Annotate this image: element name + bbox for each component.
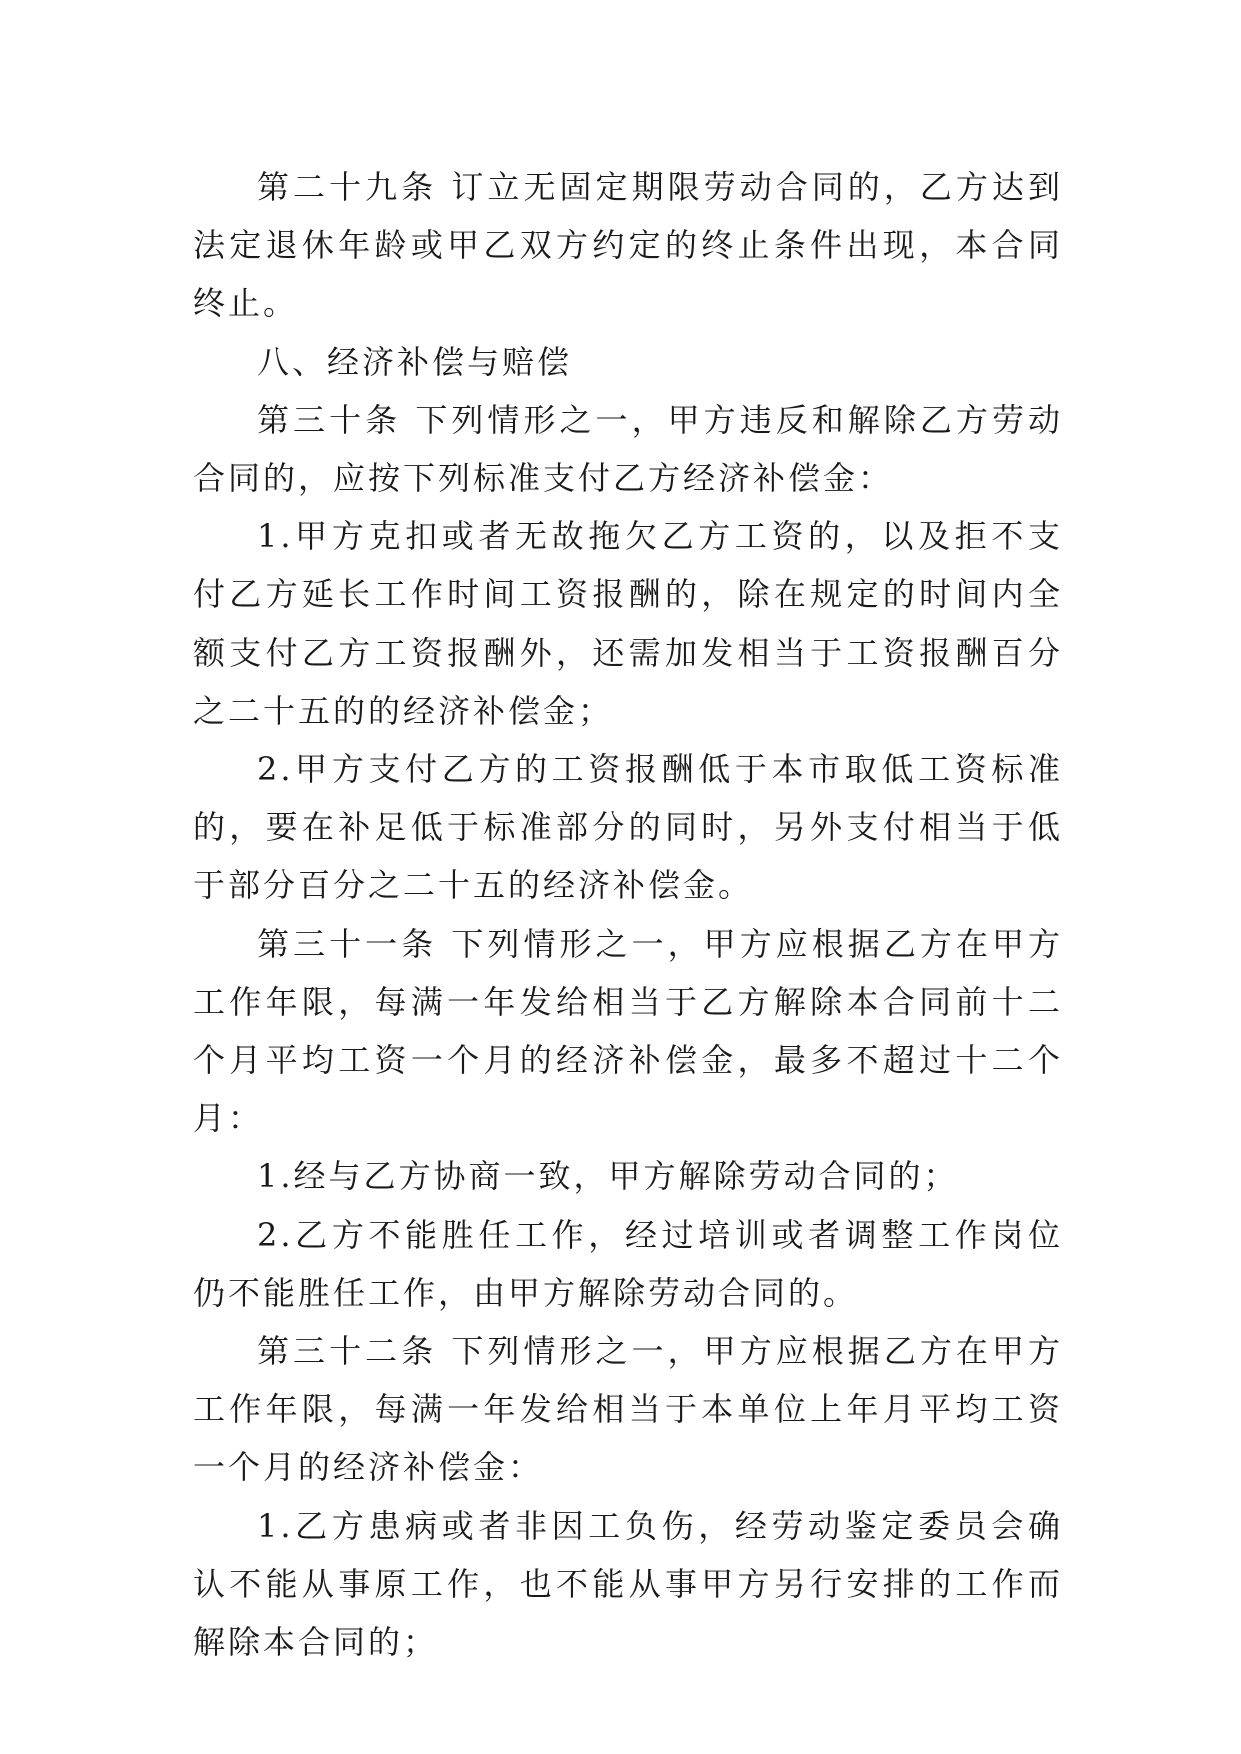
paragraph-article-30-item-1: 1.甲方克扣或者无故拖欠乙方工资的，以及拒不支付乙方延长工作时间工资报酬的，除在规定的时间内全额支付乙方工资报酬外，还需加发相当于工资报酬百分之二十五的的经济补偿金； [193, 517, 1063, 730]
paragraph-article-30: 第三十条 下列情形之一，甲方违反和解除乙方劳动合同的，应按下列标准支付乙方经济补偿金： [193, 400, 1063, 498]
paragraph-article-30-item-2: 2.甲方支付乙方的工资报酬低于本市取低工资标准的，要在补足低于标准部分的同时，另外支付相当于低于部分百分之二十五的经济补偿金。 [193, 750, 1063, 905]
paragraph-article-31: 第三十一条 下列情形之一，甲方应根据乙方在甲方工作年限，每满一年发给相当于乙方解除本合同前十二个月平均工资一个月的经济补偿金，最多不超过十二个月： [193, 924, 1063, 1138]
section-heading-compensation: 八、经济补偿与赔偿 [257, 342, 573, 381]
paragraph-article-29: 第二十九条 订立无固定期限劳动合同的，乙方达到法定退休年龄或甲乙双方约定的终止条件出现，本合同终止。 [193, 168, 1063, 323]
paragraph-article-32: 第三十二条 下列情形之一，甲方应根据乙方在甲方工作年限，每满一年发给相当于本单位上年月平均工资一个月的经济补偿金： [193, 1332, 1063, 1487]
paragraph-article-31-item-1: 1.经与乙方协商一致，甲方解除劳动合同的； [257, 1157, 959, 1196]
document-body [193, 158, 1063, 1671]
paragraph-article-31-item-2: 2.乙方不能胜任工作，经过培训或者调整工作岗位仍不能胜任工作，由甲方解除劳动合同的。 [193, 1215, 1063, 1312]
paragraph-article-32-item-1: 1.乙方患病或者非因工负伤，经劳动鉴定委员会确认不能从事原工作，也不能从事甲方另行安排的工作而解除本合同的； [193, 1506, 1063, 1662]
